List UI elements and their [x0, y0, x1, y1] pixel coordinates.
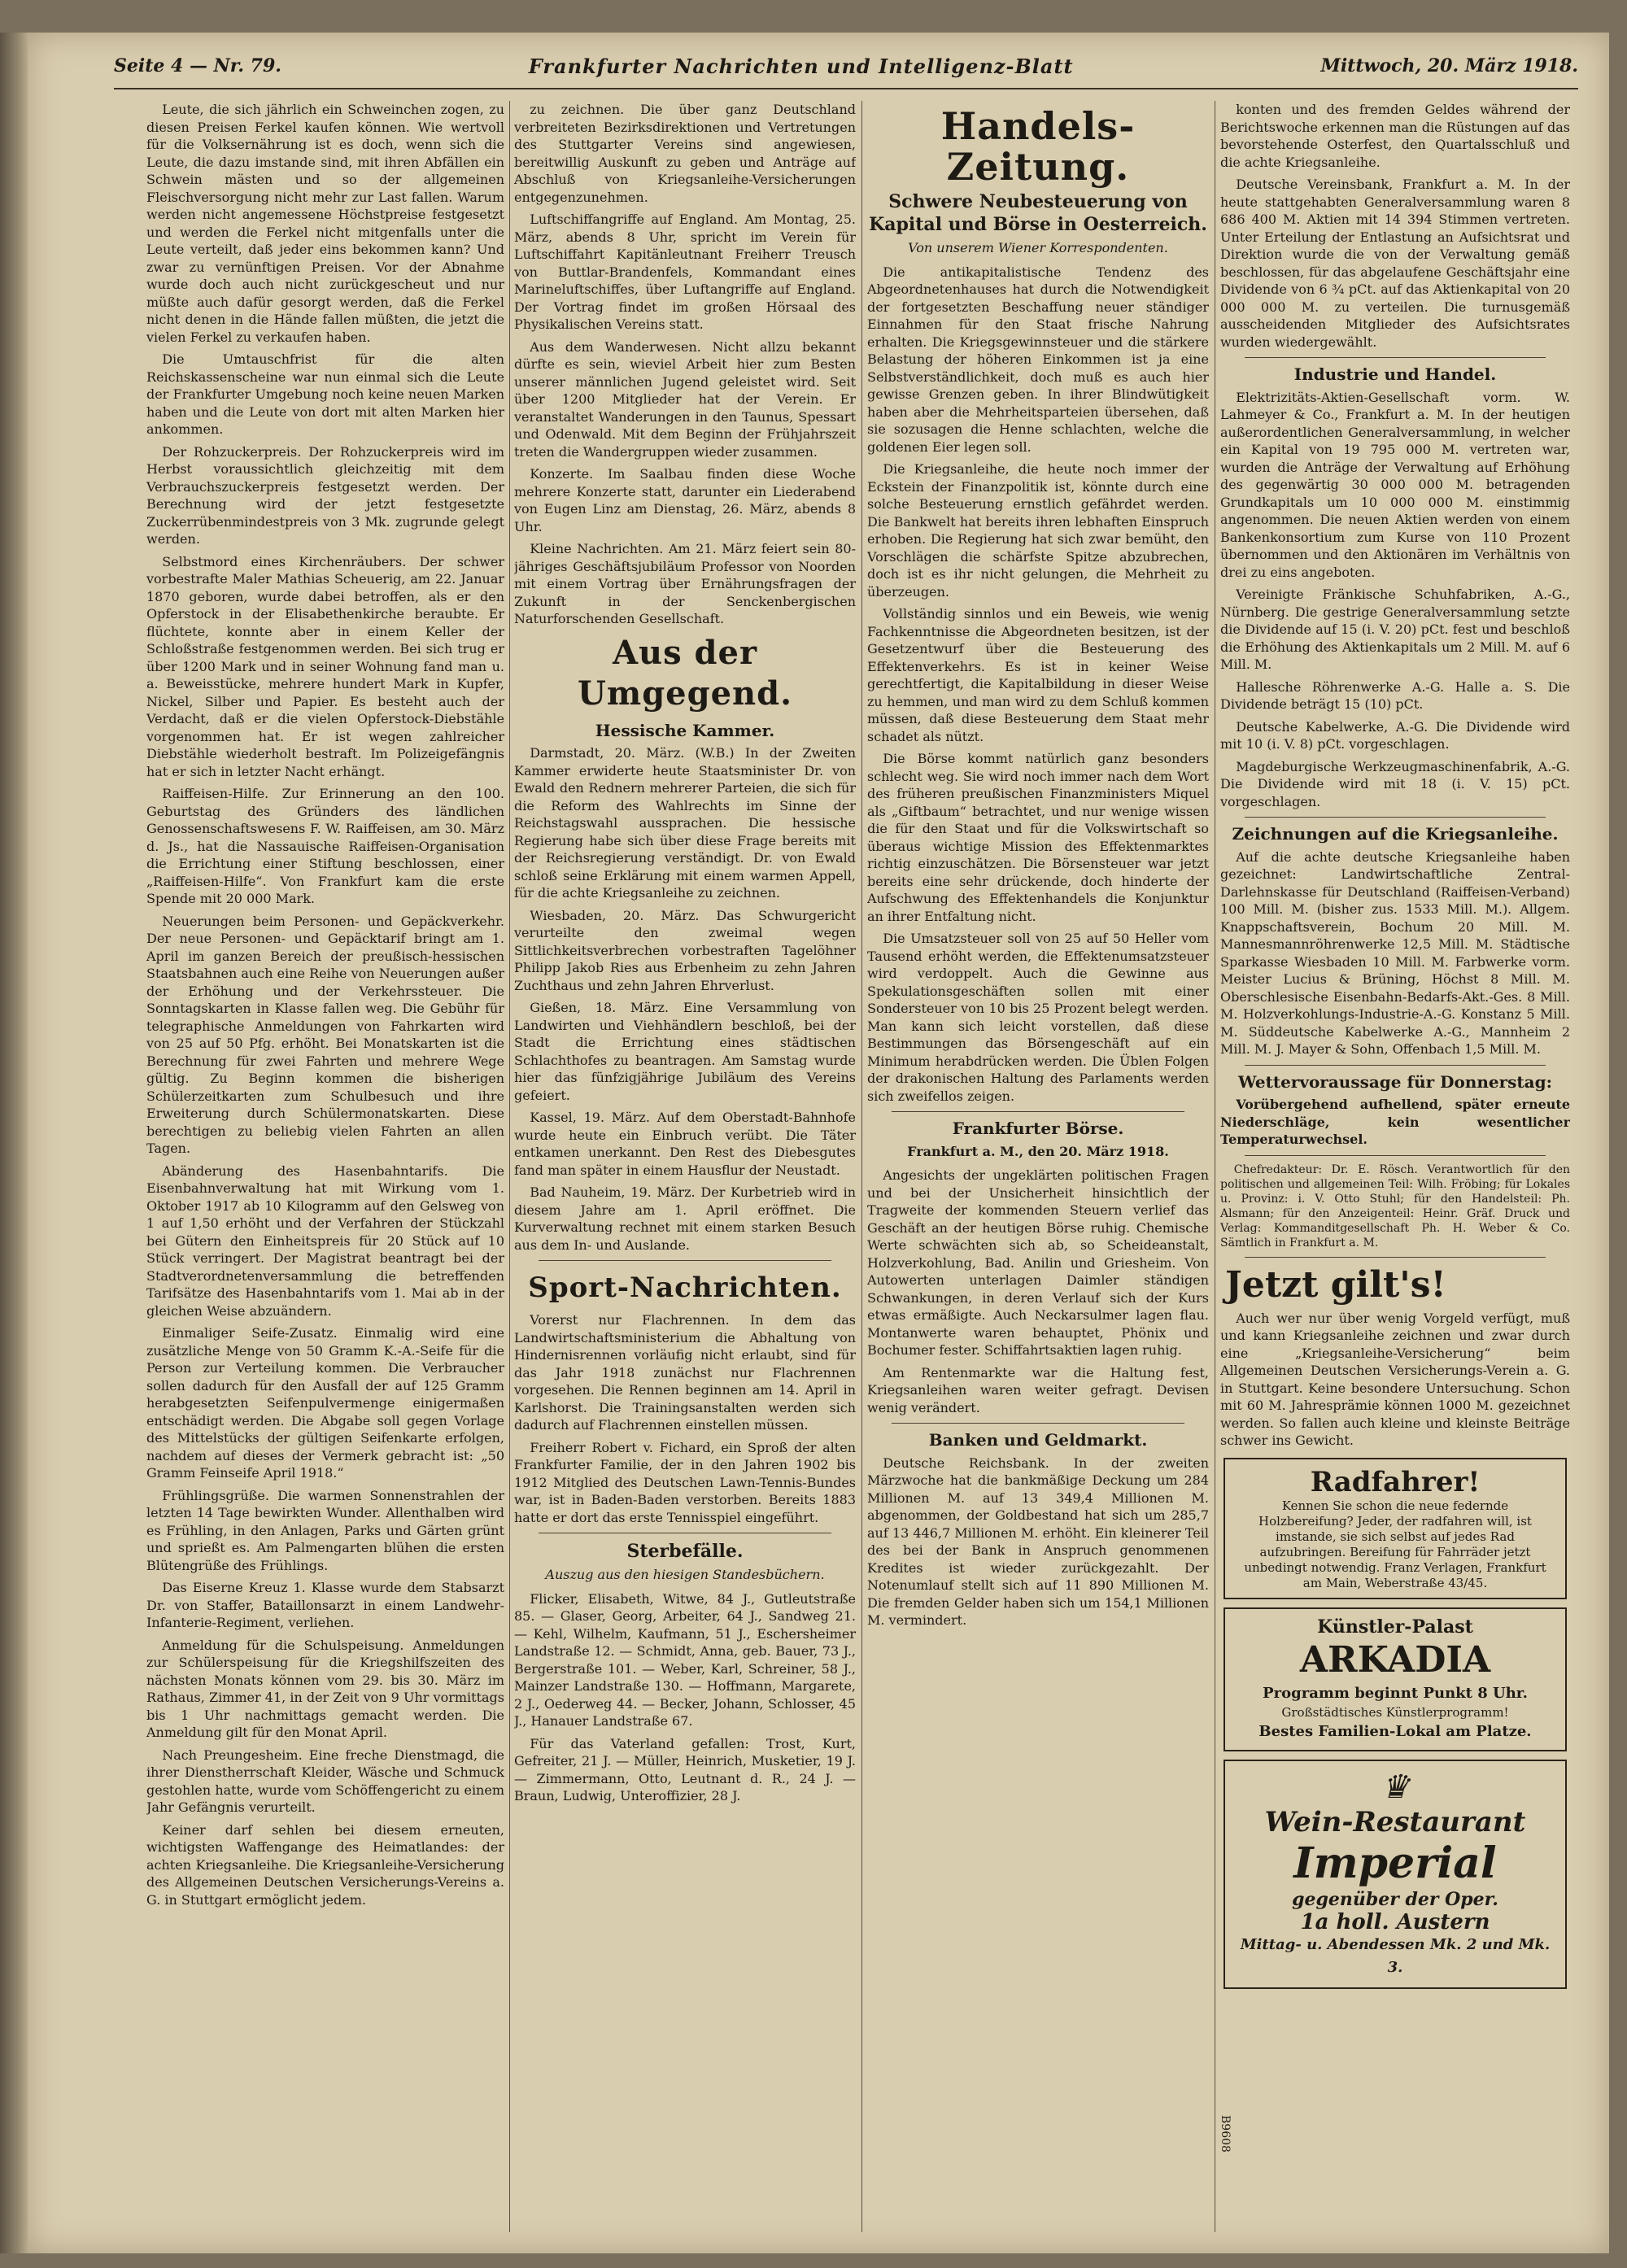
- header-date: Mittwoch, 20. März 1918.: [1320, 55, 1578, 76]
- article-paragraph: Konzerte. Im Saalbau finden diese Woche mehrere Konzerte statt, darunter ein Liederabend von Eugen Linz am Dienstag, 26. März, abends 8 Uhr.: [514, 466, 856, 534]
- ad-imperial-line4: Mittag- u. Abendessen Mk. 2 und Mk. 3.: [1240, 1935, 1551, 1976]
- section-divider: [1245, 1155, 1546, 1156]
- impressum: Chefredakteur: Dr. E. Rösch. Verantwortlich für den politischen und allgemeinen Teil: Wilh. Fröbing; für Lokales u. Provinz: i. V. Otto Stuhl; für den Handelsteil: Ph. Alsmann; für den Anzeigenteil: Heinr. Gräf. Druck und Verlag: Kommanditgesellschaft Ph. H. Weber & Co. Sämtlich in Frankfurt a. M.: [1220, 1162, 1570, 1250]
- article-paragraph: Neuerungen beim Personen- und Gepäckverkehr. Der neue Personen- und Gepäcktarif bringt am 1. April im ganzen Bereich der preußisch-hessischen Staatsbahnen auch eine Reihe von Neuerungen außer der Erhöhung und der Verkehrssteuer. Die Sonntagskarten in Klasse fallen weg. Die Gebühr für telegraphische Anmeldungen von Fahrkarten wird von 25 auf 50 Pfg. erhöht. Bei Monatskarten ist die Berechnung für zwei Fahrten und mehrere Wege gültig. Zu Beginn kommen die bisherigen Schülerzeitkarten zum Schulbesuch und ihre Erweiterung durch Schülermonatskarten. Diese berechtigen zu beliebig vielen Fahrten an allen Tagen.: [146, 913, 504, 1156]
- article-paragraph: Gießen, 18. März. Eine Versammlung von Landwirten und Viehhändlern beschloß, bei der Stadt die Errichtung eines städtischen Schlachthofes zu beantragen. Am Samstag wurde hier das fünfzigjährige Jubiläum des Vereins gefeiert.: [514, 1000, 856, 1103]
- ad-arkadia: [1224, 1607, 1567, 1751]
- page-header: [114, 49, 1578, 83]
- article-paragraph: Raiffeisen-Hilfe. Zur Erinnerung an den 100. Geburtstag des Gründers des ländlichen Genossenschaftswesens F. W. Raiffeisen, am 30. März d. Js., hat die Nassauische Raiffeisen-Organisation die Errichtung einer Stiftung beschlossen, einer „Raiffeisen-Hilfe“. Von Frankfurt kam die erste Spende mit 20 000 Mark.: [146, 786, 504, 906]
- article-paragraph: Am Rentenmarkte war die Haltung fest, Kriegsanleihen waren weiter gefragt. Devisen wenig verändert.: [867, 1364, 1209, 1415]
- column-regional-sport: [514, 101, 856, 2232]
- article-paragraph: Deutsche Vereinsbank, Frankfurt a. M. In der heute stattgehabten Generalversammlung waren 8 686 400 M. Aktien mit 14 394 Stimmen vertreten. Unter Erteilung der Entlastung an Aufsichtsrat und Direktion wurde die von der Verwaltung gemäß beschlossen, für das abgelaufene Geschäftsjahr eine Dividende von 6 ¾ pCt. auf das Aktienkapital von 20 000 000 M. zu verteilen. Die turnusgemäß ausscheidenden Mitglieder des Aufsichtsrates wurden wiedergewählt.: [1220, 177, 1570, 350]
- article-paragraph: Die antikapitalistische Tendenz des Abgeordnetenhauses hat durch die Notwendigkeit der fortgesetzten Beschaffung neuer ständiger Einnahmen für den Staat frische Nahrung erhalten. Die Kriegsgewinnsteuer und die stärkere Belastung der höheren Einkommen ist ja eine Selbstverständlichkeit, doch muß es auch hier gewisse Grenzen geben. In ihrer Blindwütigkeit haben aber die Mehrheitsparteien übersehen, daß sie sozusagen die Henne schlachten, welche die goldenen Eier legen soll.: [867, 264, 1209, 455]
- ad-imperial-title: Imperial: [1293, 1838, 1497, 1888]
- header-masthead: Frankfurter Nachrichten und Intelligenz-Blatt: [528, 54, 1074, 78]
- header-page-number: Seite 4 — Nr. 79.: [114, 55, 281, 76]
- book-binding: [0, 33, 28, 2253]
- article-paragraph: Die Börse kommt natürlich ganz besonders schlecht weg. Sie wird noch immer nach dem Wort des früheren preußischen Finanzministers Miquel als „Giftbaum“ betrachtet, und nur wenige wissen die für den Staat und für die Volkswirtschaft so überaus wichtige Mission des Effektenmarktes richtig einzuschätzen. Die Börsensteuer war jetzt bereits eine sehr drückende, doch hinderte der Aufschwung des Effektenhandels die Konjunktur an ihrer Entfaltung nicht.: [867, 751, 1209, 924]
- section-title-wetter: Wettervoraussage für Donnerstag:: [1238, 1071, 1552, 1092]
- ad-imperial-line2: gegenüber der Oper.: [1292, 1888, 1498, 1910]
- article-paragraph: Einmaliger Seife-Zusatz. Einmalig wird eine zusätzliche Menge von 50 Gramm K.-A.-Seife für die Person zur Verteilung kommen. Die Verbraucher sollen dadurch für den Ausfall der auf 125 Gramm herabgesetzten Seifenpulvermenge einigermaßen entschädigt werden. Die Abgabe soll gegen Vorlage des Mittelstücks der gültigen Seifenkarte erfolgen, nachdem auf dieses der Vermerk gebracht ist: „50 Gramm Feinseife April 1918.“: [146, 1325, 504, 1481]
- article-paragraph: Für das Vaterland gefallen: Trost, Kurt, Gefreiter, 21 J. — Müller, Heinrich, Musketier, 19 J. — Zimmermann, Otto, Leutnant d. R., 24 J. — Braun, Ludwig, Unteroffizier, 28 J.: [514, 1735, 856, 1803]
- ad-radfahrer-title: Radfahrer!: [1310, 1465, 1481, 1498]
- column-divider: [509, 101, 510, 2232]
- column-handels-zeitung: [867, 101, 1209, 2232]
- article-paragraph: Kassel, 19. März. Auf dem Oberstadt-Bahnhofe wurde heute ein Einbruch verübt. Die Täter entkamen unerkannt. Den Rest des Diebesgutes fand man später in einem Hausflur der Neustadt.: [514, 1110, 856, 1178]
- section-divider: [1245, 1257, 1546, 1258]
- section-title-handels-zeitung: Handels-Zeitung.: [940, 104, 1136, 189]
- ad-text-kriegsanleihe: Auch wer nur über wenig Vorgeld verfügt, muß und kann Kriegsanleihe zeichnen und zwar durch eine „Kriegsanleihe-Versicherung“ beim Allgemeinen Deutschen Versicherungs-Verein a. G. in Stuttgart. Keine besondere Untersuchung. Schon mit 60 M. Jahresprämie können 1000 M. gezeichnet werden. So fallen auch kleine und kleinste Beiträge schwer ins Gewicht.: [1220, 1310, 1570, 1448]
- section-divider: [892, 1111, 1184, 1112]
- section-title-sterbefaelle: Sterbefälle.: [626, 1541, 744, 1562]
- article-paragraph: Deutsche Reichsbank. In der zweiten Märzwoche hat die bankmäßige Deckung um 284 Millionen M. auf 13 349,4 Millionen M. abgenommen, der Goldbestand hat sich um 285,7 auf 13 446,7 Millionen M. erhöht. Ein kleinerer Teil des bei der Bank in Anspruch genommenen Kredites ist wieder zurückgezahlt. Der Notenumlauf stellt sich auf 11 890 Millionen M. Die fremden Gelder haben sich um 154,1 Millionen M. vermindert.: [867, 1455, 1209, 1628]
- column-business-ads: [1220, 101, 1570, 2232]
- ad-radfahrer-text: Kennen Sie schon die neue federnde Holzbereifung? Jeder, der radfahren will, ist imstande, sie sich selbst auf jedes Rad aufzubringen. Bereifung für Fahrräder jetzt unbedingt notwendig. Franz Verlagen, Frankfurt am Main, Weberstraße 43/45.: [1244, 1498, 1546, 1590]
- ad-title-jetzt-gilts: Jetzt gilt's!: [1225, 1263, 1446, 1306]
- headline-neubesteuerung: Schwere Neubesteuerung von Kapital und Börse in Oesterreich.: [869, 191, 1207, 235]
- article-paragraph: Elektrizitäts-Aktien-Gesellschaft vorm. W. Lahmeyer & Co., Frankfurt a. M. In der heutigen außerordentlichen Generalversammlung, in welcher ein Kapital von 19 795 000 M. vertreten war, wurden die Anträge der Verwaltung auf Erhöhung des gegenwärtig 30 000 000 M. betragenden Grundkapitals um 10 000 000 M. einstimmig angenommen. Die neuen Aktien werden von einem Bankenkonsortium zum Kurse von 110 Prozent übernommen und den Aktionären im Verhältnis von drei zu eins angeboten.: [1220, 389, 1570, 580]
- article-paragraph: Vollständig sinnlos und ein Beweis, wie wenig Fachkenntnisse die Abgeordneten besitzen, ist der Gesetzentwurf über die Besteuerung des Effektenverkehrs. Es ist in keiner Weise gerechtfertigt, die Kapitalbildung in dieser Weise zu hemmen, und man wird zu dem Schluß kommen müssen, daß diese Besteuerung dem Staat mehr schadet als nützt.: [867, 606, 1209, 744]
- article-paragraph: Aus dem Wanderwesen. Nicht allzu bekannt dürfte es sein, wieviel Arbeit hier zum Besten unserer männlichen Jugend geleistet wird. Seit über 1200 Mitglieder hat der Verein. Er veranstaltet Wanderungen in den Taunus, Spessart und Odenwald. Mit dem Beginn der Frühjahrszeit treten die Wandergruppen wieder zusammen.: [514, 338, 856, 460]
- ad-arkadia-line2: Programm beginnt Punkt 8 Uhr.: [1263, 1684, 1528, 1702]
- article-paragraph: Das Eiserne Kreuz 1. Klasse wurde dem Stabsarzt Dr. von Staffer, Bataillonsarzt in einem Landwehr-Infanterie-Regiment, verliehen.: [146, 1580, 504, 1630]
- article-paragraph: Darmstadt, 20. März. (W.B.) In der Zweiten Kammer erwiderte heute Staatsminister Dr. von Ewald den Rednern mehrerer Parteien, die sich für die Reform des Wahlrechts im Sinne der Reichstagswahl aussprachen. Die hessische Regierung habe sich über diese Frage bereits mit der Reichsregierung verständigt. Dr. von Ewald schloß seine Erklärung mit einem warmen Appell, für die achte Kriegsanleihe zu zeichnen.: [514, 745, 856, 901]
- ad-imperial: [1224, 1760, 1567, 1989]
- article-paragraph: Der Rohzuckerpreis. Der Rohzuckerpreis wird im Herbst voraussichtlich gleichzeitig mit dem Verbrauchszuckerpreis festgesetzt werden. Der Berechnung wird der jetzt festgesetzte Zuckerrübenmindestpreis von 3 Mk. zugrunde gelegt werden.: [146, 443, 504, 547]
- column-divider: [861, 101, 862, 2232]
- byline: Von unserem Wiener Korrespondenten.: [908, 240, 1168, 255]
- ad-imperial-line3: 1a holl. Austern: [1300, 1909, 1490, 1934]
- section-title-industrie: Industrie und Handel.: [1293, 364, 1497, 384]
- article-paragraph: Auf die achte deutsche Kriegsanleihe haben gezeichnet: Landwirtschaftliche Zentral-Darlehnskasse für Deutschland (Raiffeisen-Verband) 100 Mill. M. (bisher zus. 1533 Mill. M.). Allgem. Knappschaftsverein, Bochum 20 Mill. M. Mannesmannröhrenwerke 12,5 Mill. M. Städtische Sparkasse Wiesbaden 10 Mill. M. Farbwerke vorm. Meister Lucius & Brüning, Höchst 8 Mill. M. Oberschlesische Eisenbahn-Bedarfs-Akt.-Ges. 8 Mill. M. Holzverkohlungs-Industrie-A.-G. Konstanz 5 Mill. M. Süddeutsche Kabelwerke A.-G., Mannheim 2 Mill. M. J. Mayer & Sohn, Offenbach 1,5 Mill. M.: [1220, 848, 1570, 1057]
- article-paragraph: Vorerst nur Flachrennen. In dem das Landwirtschaftsministerium die Abhaltung von Hindernisrennen vorläufig nicht erlaubt, sind für das Jahr 1918 zunächst nur Flachrennen vorgesehen. Die Rennen beginnen am 14. April in Karlshorst. Die Trainingsanstalten werden sich dadurch auf Flachrennen einstellen müssen.: [514, 1312, 856, 1433]
- article-paragraph: Frühlingsgrüße. Die warmen Sonnenstrahlen der letzten 14 Tage bewirkten Wunder. Allenthalben wird es Frühling, in den Anlagen, Parks und Gärten grünt und sprießt es. Am Palmengarten blühen die ersten Blütengrüße des Frühlings.: [146, 1487, 504, 1573]
- article-paragraph: Die Kriegsanleihe, die heute noch immer der Eckstein der Finanzpolitik ist, könnte durch eine solche Besteuerung ernstlich gefährdet werden. Die Bankwelt hat bereits ihren lebhaften Einspruch erhoben. Die Regierung hat sich zwar bemüht, den Vorschlägen die schärfste Spitze abzubrechen, doch ist es ihr nicht gelungen, die Mehrheit zu überzeugen.: [867, 461, 1209, 600]
- article-paragraph: Selbstmord eines Kirchenräubers. Der schwer vorbestrafte Maler Mathias Scheuerig, am 22. Januar 1870 geboren, wurde dabei betroffen, als er den Opferstock in der Elisabethenkirche beraubte. Er flüchtete, konnte aber in einem Keller der Schloßstraße festgenommen werden. Bei sich trug er über 1200 Mark und in seiner Wohnung fand man u. a. Beweisstücke, mehrere hundert Mark in Kupfer, Nickel, Silber und Papier. Es besteht auch der Verdacht, daß er die vielen Opferstock-Diebstähle vorgenommen hat. Er ist wegen zahlreicher Diebstähle wiederholt bestraft. Im Polizeigefängnis hat er sich in letzter Nacht erhängt.: [146, 553, 504, 779]
- corner-code: B9608: [1219, 2115, 1232, 2152]
- article-paragraph: Abänderung des Hasenbahntarifs. Die Eisenbahnverwaltung hat mit Wirkung vom 1. Oktober 1917 ab 10 Kilogramm auf den Gelsweg von 1 auf 1,50 erhöht und der Verfahren der Stückzahl bei Gütern den Einheitspreis für 20 Stück auf 10 Stück verringert. Der Magistrat beantragt bei der Stadtverordnetenversammlung die betreffenden Tarifsätze des Hasenbahntarifs vom 1. Mai ab in der gleichen Weise abzuändern.: [146, 1162, 504, 1319]
- section-divider: [1245, 1065, 1546, 1066]
- sterbefaelle-subtitle: Auszug aus den hiesigen Standesbüchern.: [545, 1567, 825, 1582]
- article-paragraph: Magdeburgische Werkzeugmaschinenfabrik, A.-G. Die Dividende wird mit 18 (i. V. 15) pCt. vorgeschlagen.: [1220, 758, 1570, 809]
- weather-forecast: Vorübergehend aufhellend, später erneute Niederschläge, kein wesentlicher Temperaturwechsel.: [1220, 1097, 1570, 1147]
- ad-arkadia-line4: Bestes Familien-Lokal am Platze.: [1258, 1722, 1532, 1740]
- article-paragraph: Deutsche Kabelwerke, A.-G. Die Dividende wird mit 10 (i. V. 8) pCt. vorgeschlagen.: [1220, 718, 1570, 752]
- article-paragraph: Luftschiffangriffe auf England. Am Montag, 25. März, abends 8 Uhr, spricht im Verein für Luftschiffahrt Kapitänleutnant Freiherr Treusch von Buttlar-Brandenfels, Kommandant eines Marineluftschiffes, über Luftangriffe auf England. Der Vortrag findet im großen Hörsaal des Physikalischen Vereins statt.: [514, 212, 856, 332]
- article-paragraph: Anmeldung für die Schulspeisung. Anmeldungen zur Schülerspeisung für die Kriegshilfszeiten des nächsten Monats können vom 29. bis 30. März im Rathaus, Zimmer 41, in der Zeit von 9 Uhr vormittags bis 1 Uhr nachmittags gemacht werden. Die Anmeldung gilt für den Monat April.: [146, 1637, 504, 1740]
- section-divider: [1245, 817, 1546, 818]
- article-paragraph: Die Umtauschfrist für die alten Reichskassenscheine war nun einmal sich die Leute der Frankfurter Umgebung noch keine neuen Marken haben und die Leute von dort mit alten Marken hier ankommen.: [146, 351, 504, 437]
- section-title-zeichnungen: Zeichnungen auf die Kriegsanleihe.: [1232, 824, 1559, 844]
- article-paragraph: zu zeichnen. Die über ganz Deutschland verbreiteten Bezirksdirektionen und Vertretungen des Stuttgarter Vereins sind angewiesen, bereitwillig Auskunft zu geben und Anträge auf Abschluß von Kriegsanleihe-Versicherungen entgegenzunehmen.: [514, 102, 856, 205]
- header-rule: [114, 88, 1578, 89]
- ad-arkadia-title: ARKADIA: [1299, 1638, 1491, 1681]
- ad-arkadia-line1: Künstler-Palast: [1317, 1616, 1473, 1638]
- article-paragraph: Vereinigte Fränkische Schuhfabriken, A.-G., Nürnberg. Die gestrige Generalversammlung setzte die Dividende auf 15 (i. V. 20) pCt. fest und beschloß die Erhöhung des Aktienkapitals um 2 Mill. M. auf 6 Mill. M.: [1220, 587, 1570, 672]
- article-paragraph: Hallesche Röhrenwerke A.-G. Halle a. S. Die Dividende beträgt 15 (10) pCt.: [1220, 678, 1570, 712]
- ad-radfahrer: [1224, 1458, 1567, 1599]
- section-title-umgegend: Aus der Umgegend.: [577, 633, 793, 713]
- article-paragraph: Die Umsatzsteuer soll von 25 auf 50 Heller vom Tausend erhöht werden, die Effektenumsatzsteuer wird verdoppelt. Auch die Gewinne aus Spekulationsgeschäften sollen mit einer Sondersteuer von 10 bis 25 Prozent belegt werden. Man kann sich leicht vorstellen, daß diese Bestimmungen das Börsengeschäft auf ein Minimum herabdrücken werden. Die Üblen Folgen der drakonischen Haltung des Parlaments werden sich zweifellos zeigen.: [867, 931, 1209, 1104]
- section-divider: [1245, 357, 1546, 358]
- article-paragraph: Flicker, Elisabeth, Witwe, 84 J., Gutleutstraße 85. — Glaser, Georg, Arbeiter, 64 J., Sandweg 21. — Kehl, Wilhelm, Kaufmann, 51 J., Eschersheimer Landstraße 12. — Schmidt, Anna, geb. Bauer, 73 J., Bergerstraße 101. — Weber, Karl, Schreiner, 58 J., Mainzer Landstraße 130. — Hoffmann, Margarete, 2 J., Oederweg 44. — Becker, Johann, Schlosser, 45 J., Hanauer Landstraße 67.: [514, 1590, 856, 1729]
- ad-imperial-line1: Wein-Restaurant: [1264, 1805, 1526, 1838]
- article-paragraph: Keiner darf sehlen bei diesem erneuten, wichtigsten Waffengange des Heimatlandes: der achten Kriegsanleihe. Die Kriegsanleihe-Versicherung des Allgemeinen Deutschen Versicherungs-Vereins a. G. in Stuttgart ermöglicht jedem.: [146, 1821, 504, 1908]
- boerse-dateline: Frankfurt a. M., den 20. März 1918.: [907, 1143, 1169, 1159]
- section-divider: [892, 1423, 1184, 1424]
- column-local-news: [146, 101, 504, 2232]
- crown-icon: ♛: [1381, 1768, 1410, 1806]
- section-title-boerse: Frankfurter Börse.: [952, 1119, 1124, 1138]
- section-title-sport: Sport-Nachrichten.: [528, 1271, 842, 1304]
- section-title-banken: Banken und Geldmarkt.: [928, 1430, 1148, 1450]
- article-paragraph: Kleine Nachrichten. Am 21. März feiert sein 80-jähriges Geschäftsjubiläum Professor von Noorden mit einem Vortrag über Ernährungsfragen der Zukunft in der Senckenbergischen Naturforschenden Gesellschaft.: [514, 541, 856, 626]
- article-paragraph: konten und des fremden Geldes während der Berichtswoche erkennen man die Rüstungen auf das bevorstehende Osterfest, den Quartalsschluß und die achte Kriegsanleihe.: [1220, 102, 1570, 170]
- section-divider: [539, 1260, 831, 1261]
- article-paragraph: Leute, die sich jährlich ein Schweinchen zogen, zu diesen Preisen Ferkel kaufen können. Wie wertvoll für die Volksernährung ist es doch, wenn sich die Leute, die dazu imstande sind, mit ihren Abfällen ein Schwein mästen und so der allgemeinen Fleischversorgung nicht mehr zur Last fallen. Warum werden nicht angemessene Höchstpreise festgesetzt und werden die Ferkel nicht mitgenfalls unter die Leute verteilt, daß jeder eins bekommen kann? Und zwar zu vernünftigen Preisen. Vor der Abnahme wurde doch auch nicht zurückgescheut und nur müßte auch dafür gesorgt werden, daß die Ferkel nicht denen in die Hände fallen müßten, die jetzt die vielen Ferkel zu verkaufen haben.: [146, 102, 504, 345]
- article-paragraph: Bad Nauheim, 19. März. Der Kurbetrieb wird in diesem Jahre am 1. April eröffnet. Die Kurverwaltung rechnet mit einem starken Besuch aus dem In- und Auslande.: [514, 1184, 856, 1253]
- article-paragraph: Angesichts der ungeklärten politischen Fragen und bei der Unsicherheit hinsichtlich der Tragweite der kommenden Steuern verlief das Geschäft an der heutigen Börse ruhig. Chemische Werte schwächten sich ab, so Scheideanstalt, Holzverkohlung, Bad. Anilin und Griesheim. Von Autowerten unterlagen Daimler ständigen Schwankungen, in deren Verlauf sich der Kurs etwas ermäßigte. Auch Neckarsulmer lagen flau. Montanwerte waren behauptet, Phönix und Bochumer fester. Schiffahrtsaktien lagen ruhig.: [867, 1167, 1209, 1358]
- article-paragraph: Nach Preungesheim. Eine freche Dienstmagd, die ihrer Dienstherrschaft Kleider, Wäsche und Schmuck gestohlen hatte, wurde vom Schöffengericht zu einem Jahr Gefängnis verurteilt.: [146, 1747, 504, 1815]
- article-paragraph: Wiesbaden, 20. März. Das Schwurgericht verurteilte den zweimal wegen Sittlichkeitsverbrechen vorbestraften Tagelöhner Philipp Jakob Ries aus Erbenheim zu zehn Jahren Zuchthaus und zehn Jahren Ehrverlust.: [514, 907, 856, 993]
- subhead-hessische-kammer: Hessische Kammer.: [595, 720, 775, 740]
- ad-arkadia-line3: Großstädtisches Künstlerprogramm!: [1281, 1704, 1509, 1720]
- article-paragraph: Freiherr Robert v. Fichard, ein Sproß der alten Frankfurter Familie, der in den Jahren 1902 bis 1912 Mitglied des Deutschen Lawn-Tennis-Bundes war, ist in Baden-Baden verstorben. Bereits 1883 hatte er dort das erste Tennisspiel eingeführt.: [514, 1439, 856, 1525]
